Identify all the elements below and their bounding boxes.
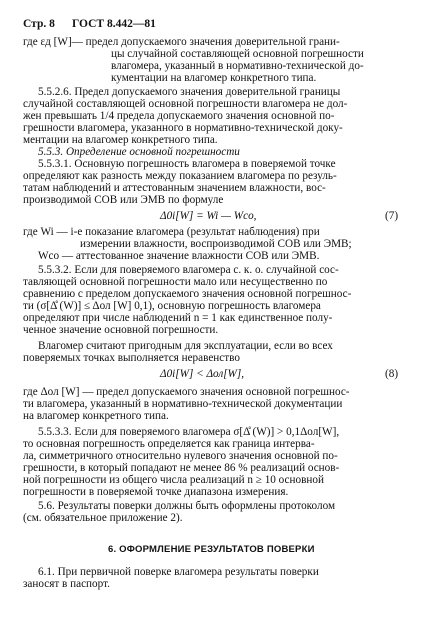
section-heading: 6. ОФОРМЛЕНИЕ РЕЗУЛЬТАТОВ ПОВЕРКИ — [108, 544, 315, 555]
gost-designation: ГОСТ 8.442—81 — [72, 18, 156, 30]
text-line: заносят в паспорт. — [23, 578, 110, 590]
text-line: ти влагомера, указанный в нормативно-технической документации — [23, 398, 343, 410]
page-number: Стр. 8 — [23, 18, 55, 30]
text-line: на влагомер конкретного типа. — [23, 410, 169, 422]
text-line: ла, симметричного относительно нулевого значения основной по- — [23, 450, 338, 462]
text-line: 5.5.3.3. Если для поверяемого влагомера σ[Δ̊ (W)] > 0,1Δол[W], — [38, 426, 340, 438]
text-line: 5.5.3.1. Основную погрешность влагомера в поверяемой точке — [38, 158, 336, 170]
text-line: Wco — аттестованное значение влажности СОВ или ЭМВ. — [38, 250, 320, 262]
text-line: (см. обязательное приложение 2). — [23, 512, 183, 524]
formula-number: (7) — [385, 210, 399, 222]
text-line: погрешности в поверяемой точке диапазона измерения. — [23, 486, 289, 498]
text-line: Влагомер считают пригодным для эксплуатации, если во всех — [38, 340, 333, 352]
text-line: определяют при числе наблюдений n = 1 как единственное полу- — [23, 312, 333, 324]
text-line: сравнению с пределом допускаемого значения основной погрешнос- — [23, 288, 352, 300]
text-line: ченное значение основной погрешности. — [23, 324, 219, 336]
formula-8: Δ0i[W] < Δол[W], — [160, 368, 245, 380]
text-line: случайной составляющей основной погрешности влагомера не дол- — [23, 98, 348, 110]
subsection-heading: 5.5.3. Определение основной погрешности — [38, 146, 240, 158]
text-line: тавляющей основной погрешности мало или несущественно по — [23, 276, 328, 288]
formula-7: Δ0i[W] = Wi — Wco, — [160, 210, 257, 222]
text-line: жен превышать 1/4 предела допускаемого значения основной по- — [23, 110, 335, 122]
text-line: производимой СОВ или ЭМВ по формуле — [23, 194, 224, 206]
text-line: цы случайной составляющей основной погрешности — [111, 48, 364, 60]
text-line: ти (σ[Δ̊ (W)] ≤ Δол [W] 0,1), основную погрешность влагомера — [23, 300, 321, 312]
formula-number: (8) — [385, 368, 399, 380]
text-line: 5.5.3.2. Если для поверяемого влагомера с. к. о. случайной сос- — [38, 264, 339, 276]
text-line: измерении влажности, воспроизводимой СОВ или ЭМВ; — [80, 238, 352, 250]
text-line: определяют как разность между показанием влагомера по резуль- — [23, 170, 337, 182]
text-line: где Wi — i-е показание влагомера (результат наблюдения) при — [23, 226, 320, 238]
text-line: грешности влагомера, указанного в нормативно-технической доку- — [23, 122, 343, 134]
text-line: то основная погрешность определяется как граница интерва- — [23, 438, 315, 450]
text-line: ментации на влагомер конкретного типа. — [23, 134, 218, 146]
text-line: грешности, в который попадают не менее 86 % реализаций основ- — [23, 462, 340, 474]
text-line: ной погрешности из общего числа реализаций n ≥ 10 основной — [23, 474, 324, 486]
text-line: 5.6. Результаты поверки должны быть оформлены протоколом — [38, 500, 336, 512]
text-line: татам наблюдений и аттестованным значением влажности, вос- — [23, 182, 326, 194]
text-line: где Δол [W] — предел допускаемого значения основной погрешнос- — [23, 386, 350, 398]
text-line: поверяемых точках выполняется неравенство — [23, 352, 240, 364]
text-line: где εд [W]— предел допускаемого значения доверительной грани- — [23, 36, 340, 48]
text-line: 5.5.2.6. Предел допускаемого значения доверительной границы — [38, 86, 341, 98]
text-line: 6.1. При первичной поверке влагомера результаты поверки — [38, 566, 319, 578]
text-line: влагомера, указанный в нормативно-технической до- — [111, 60, 364, 72]
text-line: кументации на влагомер конкретного типа. — [111, 72, 317, 84]
